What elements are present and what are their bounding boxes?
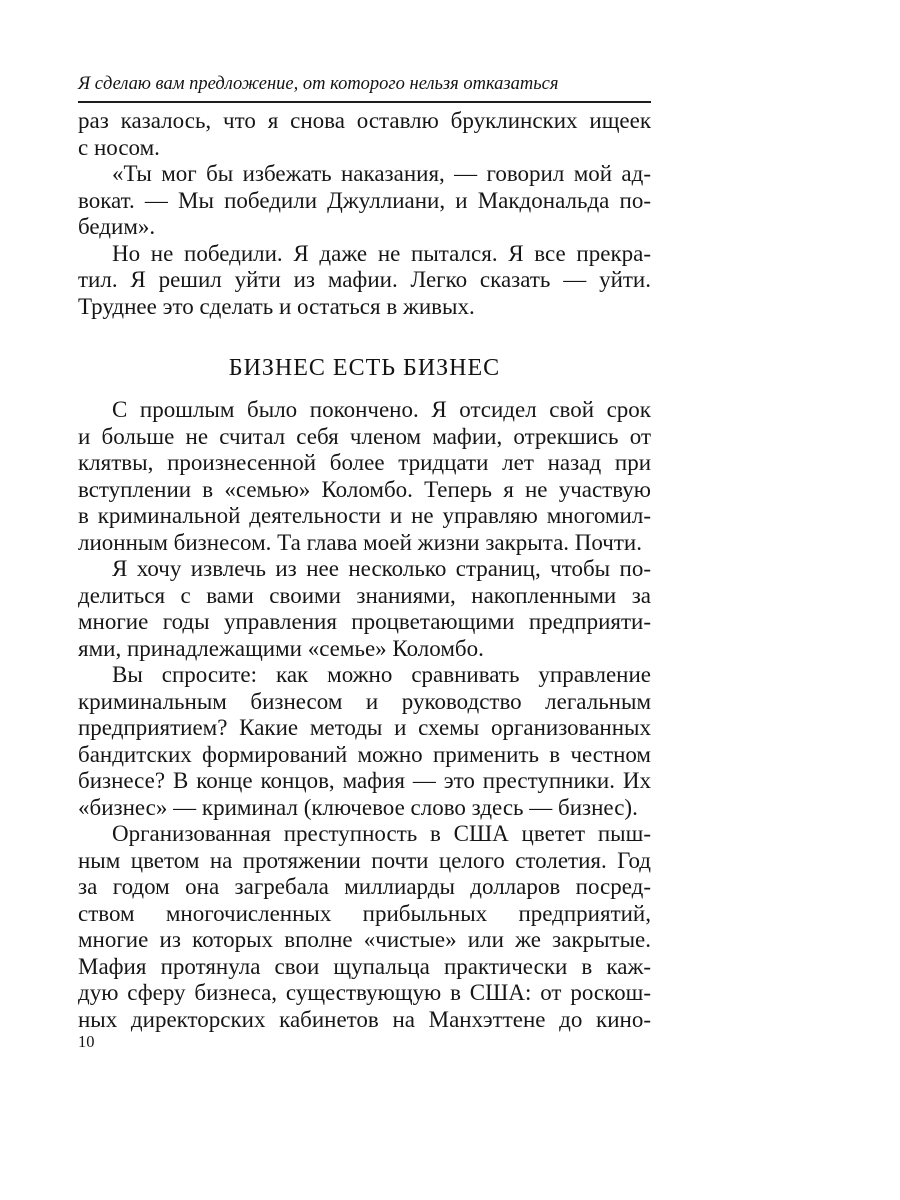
text-line: многие годы управления процветающими предприяти- bbox=[78, 609, 651, 634]
text-line: Но не победили. Я даже не пытался. Я все прекра- bbox=[112, 240, 651, 266]
text-line: вокат. — Мы победили Джуллиани, и Макдональда по- bbox=[78, 187, 651, 213]
text-line: ями, принадлежащими «семье» Коломбо. bbox=[78, 635, 484, 661]
text-line: С прошлым было покончено. Я отсидел свой срок bbox=[112, 397, 651, 422]
text-line: за годом она загребала миллиарды долларов посред- bbox=[78, 874, 651, 899]
text-line: дую сферу бизнеса, существующую в США: от роскош- bbox=[78, 980, 651, 1005]
text-line: и больше не считал себя членом мафии, отрекшись от bbox=[78, 423, 651, 449]
text-column bbox=[78, 0, 651, 1033]
text-line: Труднее это сделать и остаться в живых. bbox=[78, 293, 475, 319]
paragraph bbox=[78, 108, 651, 161]
text-line: ством многочисленных прибыльных предприятий, bbox=[78, 900, 651, 926]
text-line: раз казалось, что я снова оставлю бруклинских ищеек bbox=[78, 108, 651, 133]
text-line: делиться с вами своими знаниями, накопленными за bbox=[78, 582, 651, 608]
text-line: в криминальной деятельности и не управляю многомил- bbox=[78, 503, 651, 528]
text-line: бедим». bbox=[78, 214, 156, 239]
paragraph bbox=[78, 821, 651, 1033]
text-line: ным цветом на протяжении почти целого столетия. Год bbox=[78, 847, 651, 873]
text-line: клятвы, произнесенной более тридцати лет назад при bbox=[78, 450, 651, 475]
paragraph bbox=[78, 161, 651, 241]
section-heading: БИЗНЕС ЕСТЬ БИЗНЕС bbox=[228, 355, 501, 381]
text-line: бизнесе? В конце концов, мафия — это преступники. Их bbox=[78, 768, 651, 793]
body-text bbox=[78, 108, 651, 1033]
paragraph bbox=[78, 241, 651, 321]
paragraph bbox=[78, 397, 651, 556]
text-line: бандитских формирований можно применить в честном bbox=[78, 741, 651, 767]
running-header-title: Я сделаю вам предложение, от которого нельзя отказаться bbox=[78, 74, 559, 94]
paragraph bbox=[78, 662, 651, 821]
text-line: Организованная преступность в США цветет пыш- bbox=[112, 821, 651, 846]
text-line: ных директорских кабинетов на Манхэттене до кино- bbox=[78, 1006, 651, 1032]
text-line: предприятием? Какие методы и схемы организованных bbox=[78, 715, 651, 740]
text-line: вступлении в «семью» Коломбо. Теперь я не участвую bbox=[78, 476, 651, 502]
text-line: лионным бизнесом. Та глава моей жизни закрыта. Почти. bbox=[78, 529, 642, 555]
text-line: с носом. bbox=[78, 134, 160, 160]
text-line: тил. Я решил уйти из мафии. Легко сказать — уйти. bbox=[78, 267, 651, 292]
running-header bbox=[78, 72, 651, 103]
page-number: 10 bbox=[78, 1032, 95, 1051]
text-line: Мафия протянула свои щупальца практически в каж- bbox=[78, 953, 651, 979]
paragraph bbox=[78, 556, 651, 662]
text-line: «Ты мог бы избежать наказания, — говорил мой ад- bbox=[112, 161, 651, 186]
text-line: многие из которых вполне «чистые» или же закрытые. bbox=[78, 927, 651, 952]
text-line: криминальным бизнесом и руководство легальным bbox=[78, 688, 651, 714]
text-line: «бизнес» — криминал (ключевое слово здесь — бизнес). bbox=[78, 794, 638, 820]
text-line: Я хочу извлечь из нее несколько страниц, чтобы по- bbox=[112, 556, 651, 581]
text-line: Вы спросите: как можно сравнивать управление bbox=[112, 662, 651, 687]
